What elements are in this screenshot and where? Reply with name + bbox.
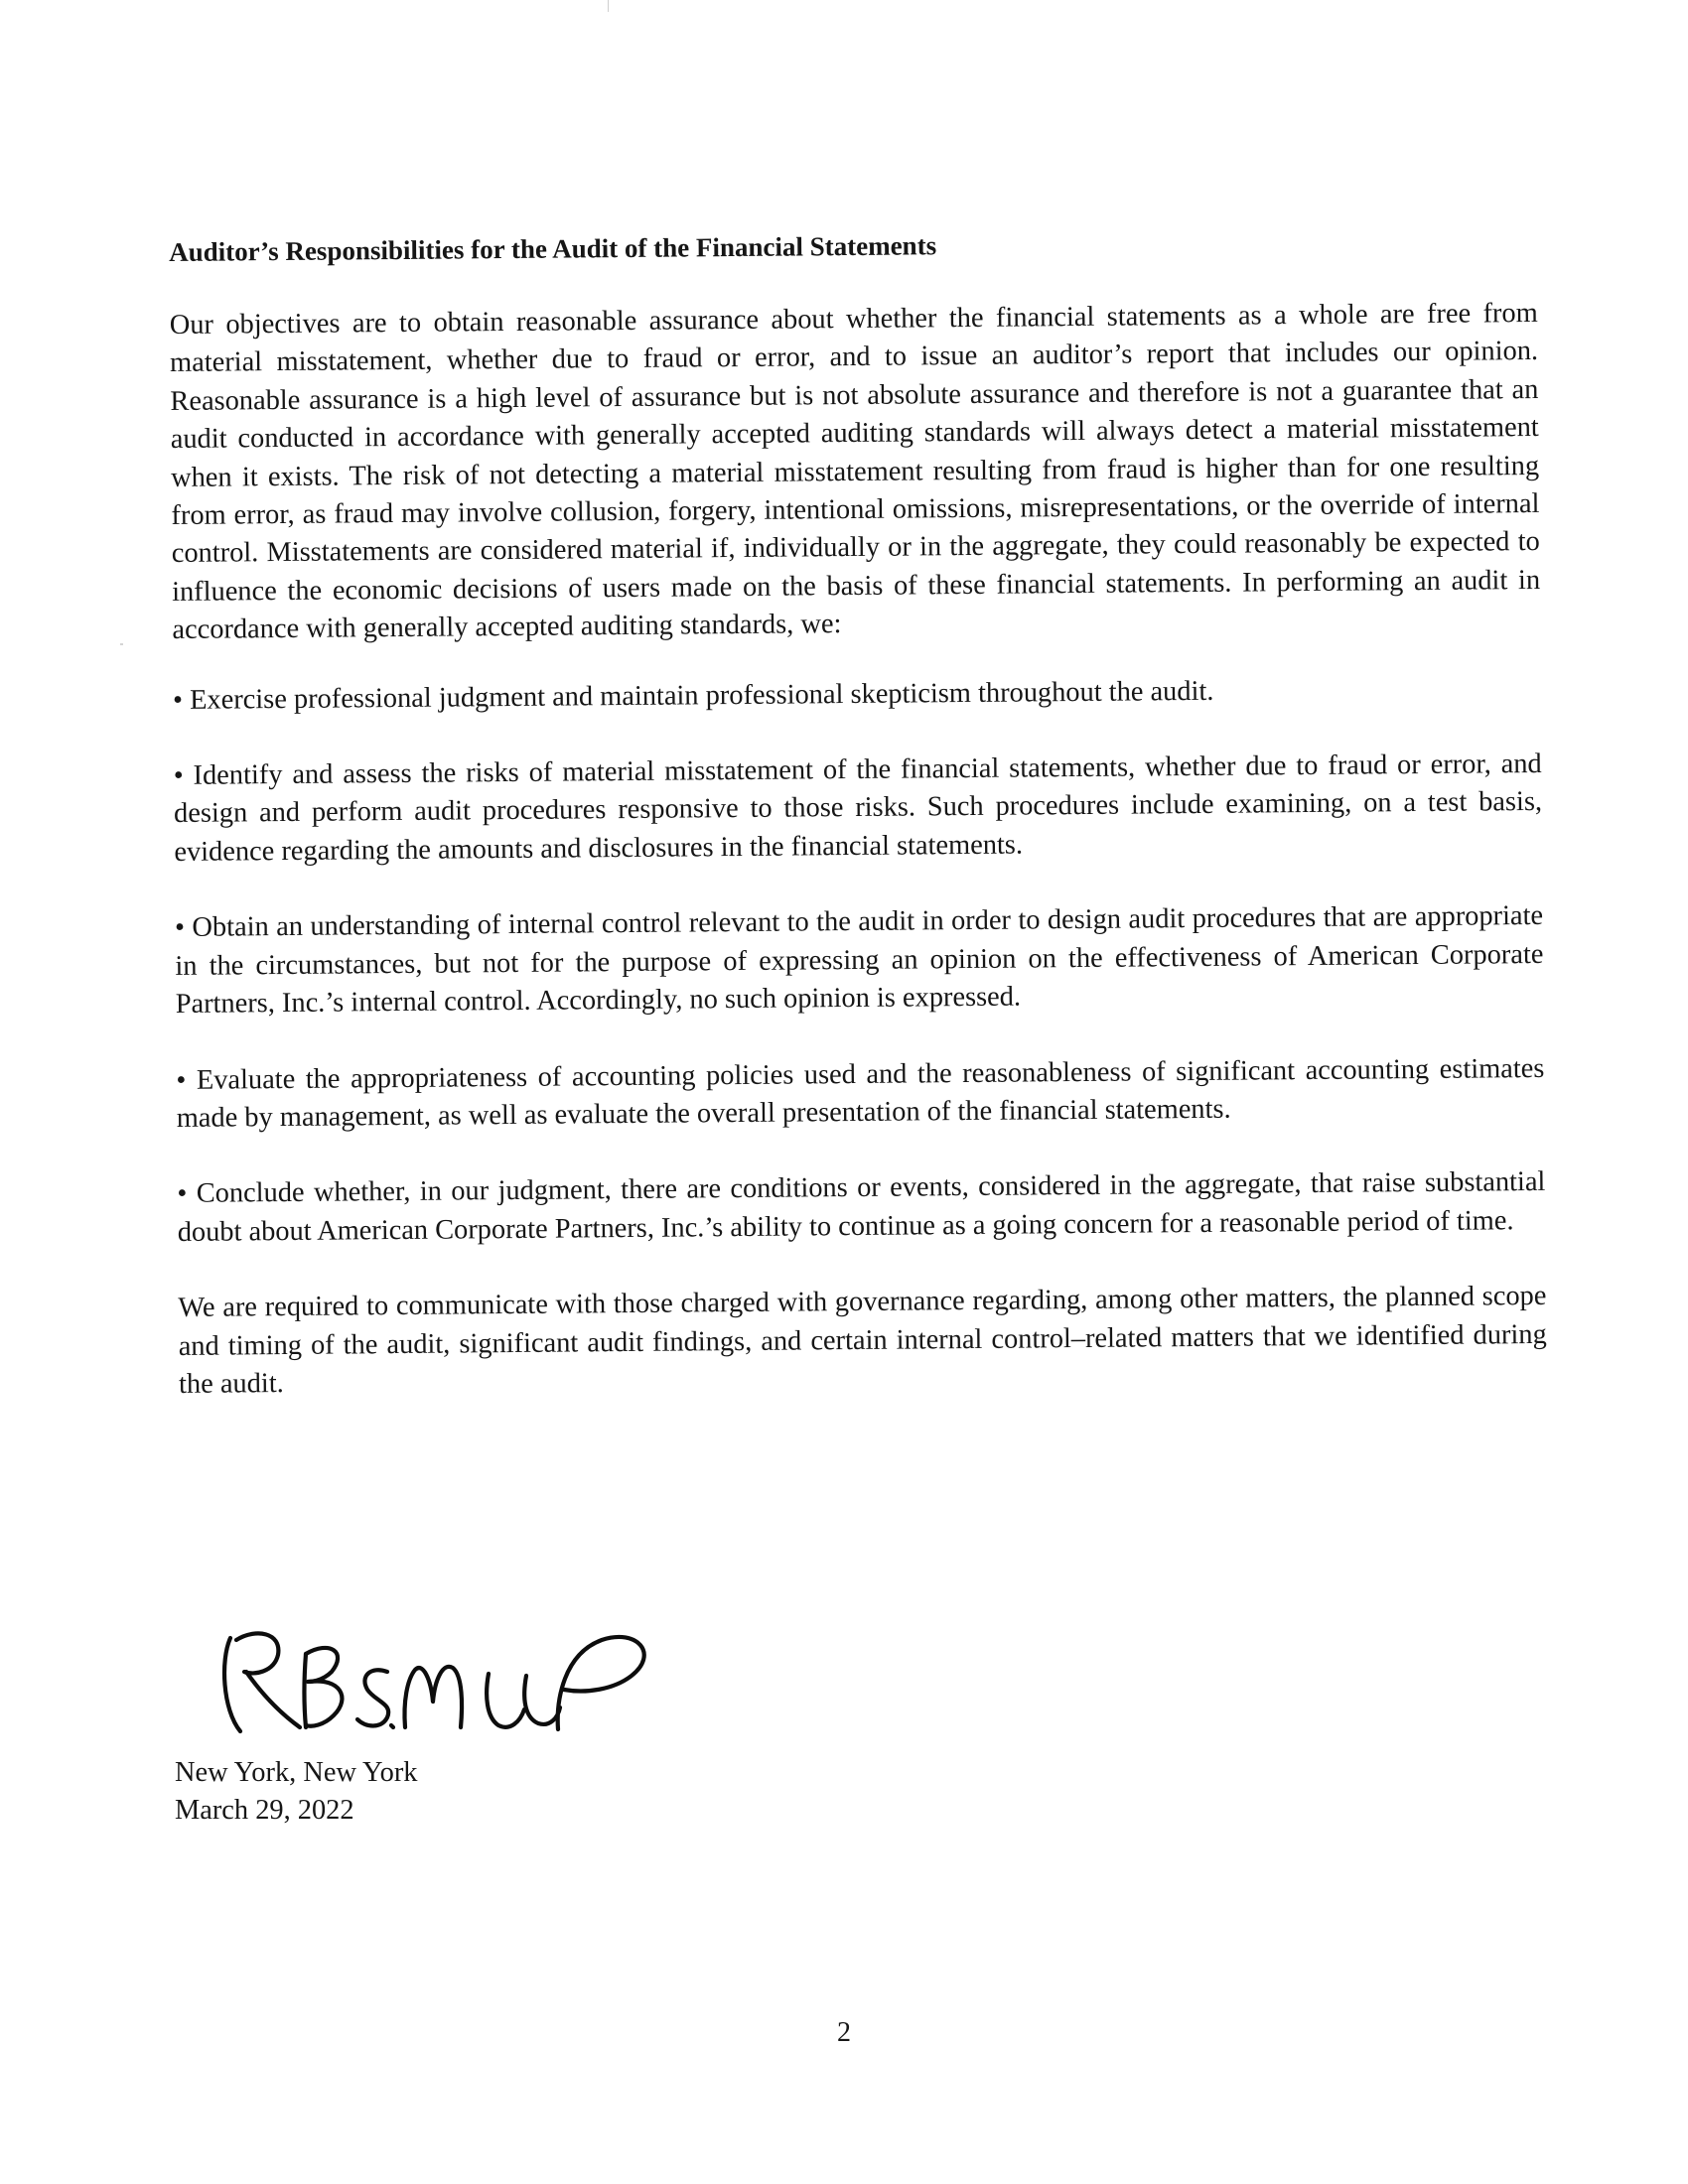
section-heading: Auditor’s Responsibilities for the Audit of the Financial Statements xyxy=(169,230,937,267)
document-body xyxy=(169,224,1547,1404)
scan-mark xyxy=(608,0,609,12)
signature-block xyxy=(175,1754,418,1830)
scan-speck xyxy=(120,643,123,645)
bullet-item: • Identify and assess the risks of material misstatement of the financial statements, whether due to fraud or error, and design and perform audit procedures responsive to those risks. Such procedures include examining, on a test basis, evidence regarding the amounts and disclosures in the financial statements. xyxy=(173,749,1543,868)
bullet-item: • Exercise professional judgment and maintain professional skepticism throughout the audit. xyxy=(172,675,1214,716)
closing-paragraph: We are required to communicate with those charged with governance regarding, among other matters, the planned scope and timing of the audit, significant audit findings, and certain internal control–related matters that we identified during the audit. xyxy=(178,1281,1547,1400)
city-line: New York, New York xyxy=(175,1757,418,1788)
intro-paragraph: Our objectives are to obtain reasonable assurance about whether the financial statements as a whole are free from material misstatement, whether due to fraud or error, and to issue an auditor’s report that includes our opinion. Reasonable assurance is a high level of assurance but is not absolute assurance and therefore is not a guarantee that an audit conducted in accordance with generally accepted auditing standards will always detect a material misstatement when it exists. The risk of not detecting a material misstatement resulting from fraud is higher than for one resulting from error, as fraud may involve collusion, forgery, intentional omissions, misrepresentations, or the override of internal control. Misstatements are considered material if, individually or in the aggregate, they could reasonably be expected to influence the economic decisions of users made on the basis of these financial statements. In performing an audit in accordance with generally accepted auditing standards, we: xyxy=(169,297,1541,646)
handwritten-signature xyxy=(211,1610,677,1749)
bullet-item: • Obtain an understanding of internal control relevant to the audit in order to design audit procedures that are appropriate in the circumstances, but not for the purpose of expressing an opinion on the effectiveness of American Corporate Partners, Inc.’s internal control. Accordingly, no such opinion is expressed. xyxy=(174,900,1544,1021)
page-number: 2 xyxy=(837,2017,851,2048)
report-date: March 29, 2022 xyxy=(175,1795,354,1826)
bullet-item: • Evaluate the appropriateness of accounting policies used and the reasonableness of significant accounting estimates made by management, as well as evaluate the overall presentation of the financial statements. xyxy=(176,1052,1545,1134)
bullet-item: • Conclude whether, in our judgment, there are conditions or events, considered in the aggregate, that raise substantial doubt about American Corporate Partners, Inc.’s ability to continue as a going concern for a reasonable period of time. xyxy=(177,1166,1546,1248)
